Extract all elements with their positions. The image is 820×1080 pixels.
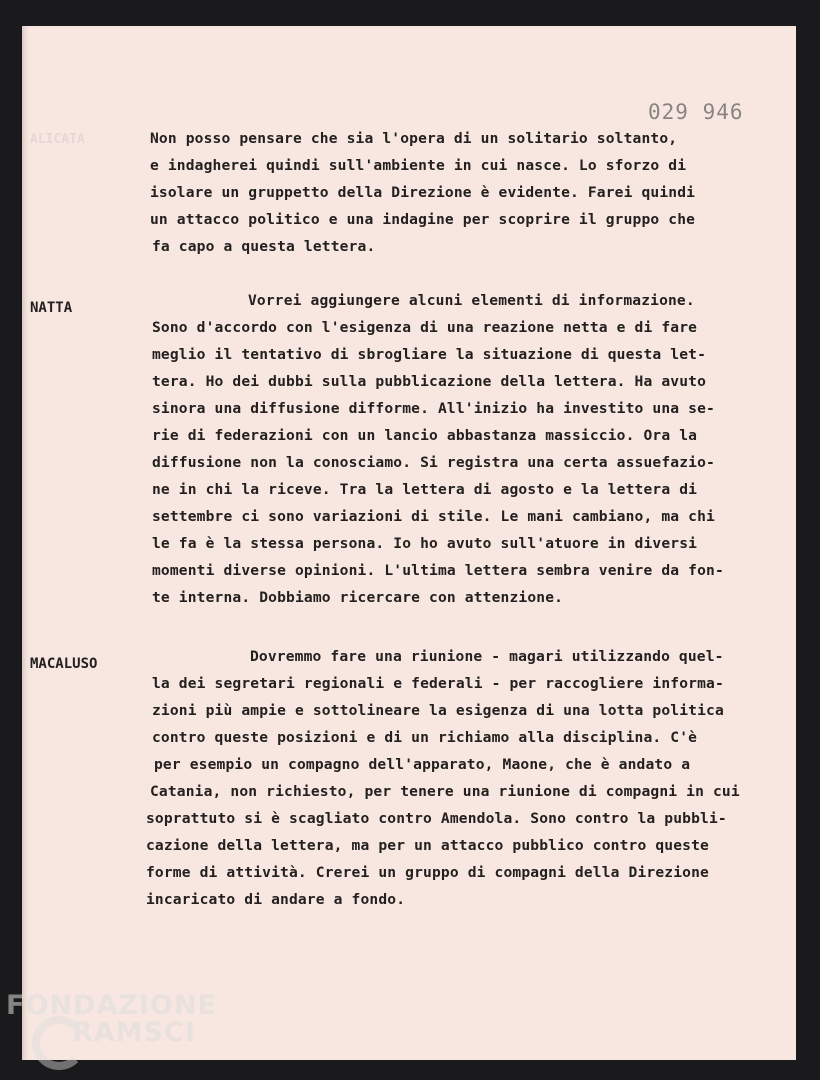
text-line: per esempio un compagno dell'apparato, Maone, che è andato a bbox=[154, 756, 691, 773]
text-line: incaricato di andare a fondo. bbox=[146, 891, 406, 908]
watermark-line1: FONDAZIONE bbox=[6, 990, 217, 1021]
text-line: cazione della lettera, ma per un attacco pubblico contro queste bbox=[146, 837, 709, 854]
text-line: Non posso pensare che sia l'opera di un solitario soltanto, bbox=[150, 130, 678, 147]
text-line: la dei segretari regionali e federali - per raccogliere informa- bbox=[152, 675, 724, 692]
text-line: ne in chi la riceve. Tra la lettera di agosto e la lettera di bbox=[152, 481, 698, 498]
text-line: te interna. Dobbiamo ricercare con attenzione. bbox=[152, 589, 564, 606]
text-line: Catania, non richiesto, per tenere una riunione di compagni in cui bbox=[150, 783, 740, 800]
text-line: momenti diverse opinioni. L'ultima lettera sembra venire da fon- bbox=[152, 562, 724, 579]
text-line: e indagherei quindi sull'ambiente in cui nasce. Lo sforzo di bbox=[150, 157, 687, 174]
text-line: contro queste posizioni e di un richiamo alla disciplina. C'è bbox=[152, 729, 698, 746]
archive-number: 029 946 bbox=[648, 100, 744, 124]
text-line: zioni più ampie e sottolineare la esigenza di una lotta politica bbox=[152, 702, 724, 719]
watermark-line2: RAMSCI bbox=[72, 1017, 196, 1048]
text-line: le fa è la stessa persona. Io ho avuto sull'atuore in diversi bbox=[152, 535, 698, 552]
text-line: rie di federazioni con un lancio abbastanza massiccio. Ora la bbox=[152, 427, 698, 444]
archive-watermark bbox=[6, 990, 217, 1048]
bleed-through-speaker: ALICATA bbox=[30, 132, 85, 147]
text-line: Dovremmo fare una riunione - magari utilizzando quel- bbox=[250, 648, 724, 665]
text-line: soprattuto si è scagliato contro Amendola. Sono contro la pubbli- bbox=[146, 810, 727, 827]
text-line: forme di attività. Crerei un gruppo di compagni della Direzione bbox=[146, 864, 709, 881]
speaker-natta: NATTA bbox=[30, 300, 73, 316]
text-line: isolare un gruppetto della Direzione è evidente. Farei quindi bbox=[150, 184, 696, 201]
text-line: Vorrei aggiungere alcuni elementi di informazione. bbox=[248, 292, 695, 309]
text-line: meglio il tentativo di sbrogliare la situazione di questa let- bbox=[152, 346, 707, 363]
speaker-macaluso: MACALUSO bbox=[30, 656, 98, 672]
text-line: un attacco politico e una indagine per scoprire il gruppo che bbox=[150, 211, 696, 228]
text-line: fa capo a questa lettera. bbox=[152, 238, 376, 255]
text-line: tera. Ho dei dubbi sulla pubblicazione della lettera. Ha avuto bbox=[152, 373, 707, 390]
text-line: diffusione non la conosciamo. Si registra una certa assuefazio- bbox=[152, 454, 715, 471]
text-line: Sono d'accordo con l'esigenza di una reazione netta e di fare bbox=[152, 319, 698, 336]
text-line: sinora una diffusione difforme. All'inizio ha investito una se- bbox=[152, 400, 715, 417]
text-line: settembre ci sono variazioni di stile. Le mani cambiano, ma chi bbox=[152, 508, 715, 525]
